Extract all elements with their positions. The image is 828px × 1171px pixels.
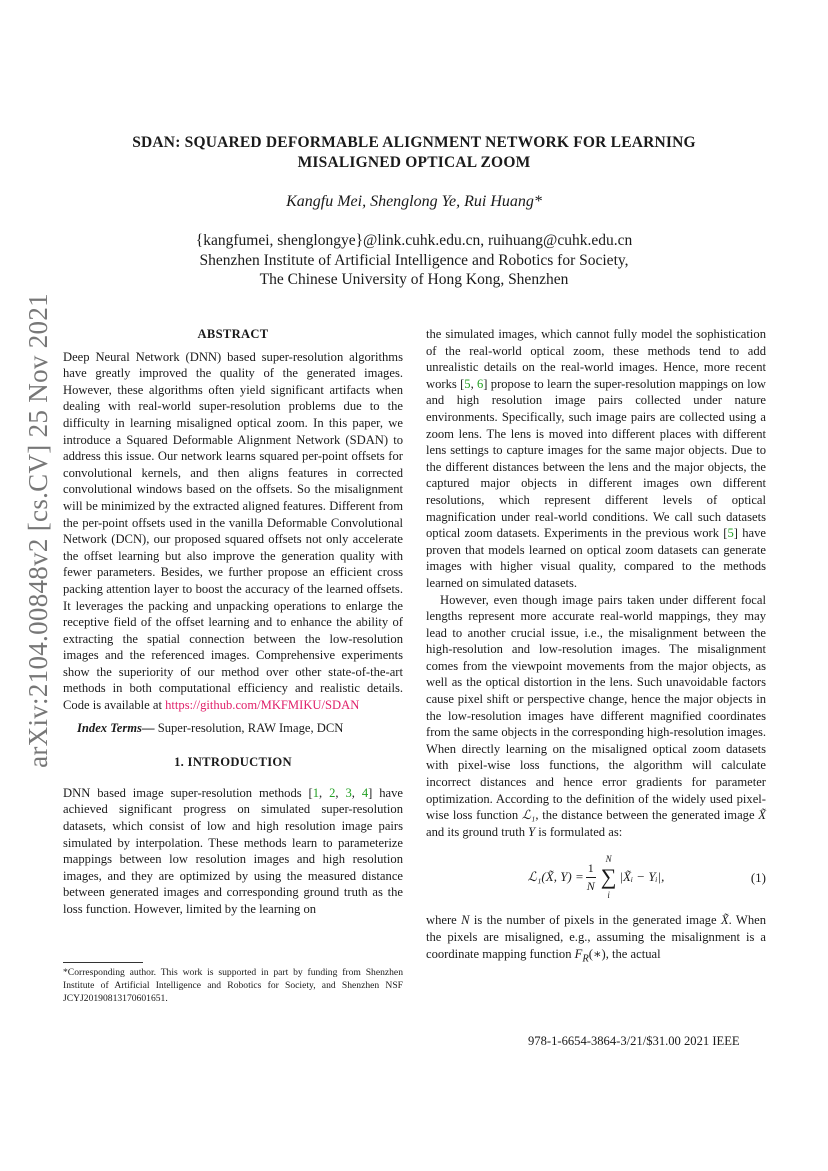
code-link[interactable]: https://github.com/MKFMIKU/SDAN — [165, 698, 360, 713]
p2-text-c: and its ground truth — [426, 824, 529, 839]
citation-link[interactable]: 1 — [312, 785, 320, 800]
p2-text-a: However, even though image pairs taken under different focal lengths represent more accurate real-world mappings, they may lead to another crucial issue, i.e., the misalignment between the high-resolution and low-resolution images. The misalignment comes from the viewpoint movements from the major objects, as well as the optical distortion in the lens. Such unavoidable factors cause pixel shift or perspective change, hence the major objects in the low-resolution images have different magnified coordinates from the same objects in the corresponding high-resolution images. When directly learning on the misaligned optical zoom datasets with pixel-wise loss functions, the algorithm will calculate incorrect distances and hence error gradients for parameter optimization. According to the definition of the widely used pixel-wise loss function — [426, 592, 766, 823]
right-text-c: ] have proven that models learned on optical zoom datasets can generate images with higher visual quality, compared to the methods learned on simulated datasets. — [426, 526, 766, 590]
affiliation-block — [100, 231, 728, 290]
p2-text-d: is formulated as: — [535, 824, 623, 839]
citation-link[interactable]: 5 — [727, 526, 734, 541]
p3-text-c: . When the pixels are misaligned, e.g., assuming the misalignment is a coordinate mapping function — [426, 913, 766, 961]
math-symbol: ℒ₁ — [521, 808, 536, 823]
sum-upper-limit: N — [605, 853, 612, 864]
math-symbol: Y — [528, 824, 536, 839]
summation — [601, 851, 617, 904]
p3-text-a: where — [426, 913, 462, 928]
citation-link[interactable]: 2 — [329, 785, 336, 800]
paper-title — [100, 133, 728, 173]
fraction-denominator: N — [586, 878, 595, 893]
equation-number: (1) — [750, 870, 766, 886]
intro-heading: 1. INTRODUCTION — [174, 755, 292, 770]
sum-symbol: ∑ — [600, 864, 617, 890]
arxiv-stamp — [16, 180, 60, 880]
math-symbol: F — [574, 946, 583, 961]
intro-text-b: ] have achieved significant progress on simulated super-resolution datasets, which consist of low and high resolution image pairs simulated by interpolation. These methods learn to parameterize mappings between low resolution images and high resolution images, and they are optimized by using the measured distance between generated images and corresponding ground truth as the loss function. However, limited by the learning on — [63, 785, 404, 916]
math-symbol: N — [461, 913, 470, 928]
institute-name: Shenzhen Institute of Artificial Intelligence and Robotics for Society, — [199, 251, 629, 269]
abstract-body: Deep Neural Network (DNN) based super-resolution algorithms have greatly improved the quality of the generated images. However, these algorithms often yield significant artifacts when dealing with real-world super-resolution problems due to the difficulty in learning misaligned optical zoom. In this paper, we introduce a Squared Deformable Alignment Network (SDAN) to address this issue. Our network learns squared per-point offsets for convolutional kernels, and then aligns features in corrected convolutional windows based on the offsets. So the misalignment will be minimized by the extracted aligned features. Different from the per-point offsets used in the vanilla Deformable Convolutional Network (DCN), our proposed squared offsets not only accelerate the offset learning but also improve the generation quality with fewer parameters. Besides, we further propose an efficient cross packing attention layer to boost the accuracy of the learned offsets. It leverages the packing and unpacking operations to enlarge the receptive field of the offset learning and to enhance the ability of extracting the spatial connection between the low-resolution images and the referenced images. Comprehensive experiments show the superiority of our method over other state-of-the-art methods in both computational efficiency and realistic details. Code is available at — [63, 349, 403, 713]
p3-text-d: , the actual — [605, 946, 661, 961]
fraction-numerator: 1 — [586, 860, 596, 878]
math-argument: (∗) — [588, 946, 606, 961]
fraction — [586, 860, 596, 894]
citation-link[interactable]: 6 — [477, 376, 484, 391]
right-paragraph-2 — [426, 592, 766, 841]
university-name: The Chinese University of Hong Kong, Shenzhen — [259, 271, 569, 288]
citation-link[interactable]: 5 — [464, 376, 471, 391]
right-column — [426, 326, 766, 968]
author-emails: {kangfumei, shenglongye}@link.cuhk.edu.cn, ruihuang@cuhk.edu.cn — [195, 232, 633, 249]
author-list: Kangfu Mei, Shenglong Ye, Rui Huang* — [286, 193, 542, 210]
right-text-a: the simulated images, which cannot fully model the sophistication of the real-world optical zoom, these methods tend to add unrealistic details on the real-world images. Hence, more recent works [ — [426, 327, 766, 391]
title-line-1: SDAN: SQUARED DEFORMABLE ALIGNMENT NETWORK FOR LEARNING — [132, 134, 696, 151]
arxiv-identifier: arXiv:2104.00848v2 [cs.CV] 25 Nov 2021 — [22, 292, 53, 768]
equation-rhs: |X̃ᵢ − Yᵢ|, — [619, 869, 665, 885]
abstract-heading: ABSTRACT — [197, 327, 269, 341]
copyright-notice: 978-1-6654-3864-3/21/$31.00 2021 IEEE — [528, 1034, 740, 1048]
equation-lhs: ℒ₁(X̃, Y) = — [527, 869, 584, 885]
citation-link[interactable]: 4 — [361, 785, 369, 800]
left-column — [63, 326, 403, 918]
citation-link[interactable]: 3 — [345, 785, 352, 800]
intro-text-a: DNN based image super-resolution methods [ — [63, 785, 313, 800]
intro-paragraph: DNN based image super-resolution methods [1, 2, 3, 4] have achieved significant progress on simulated super-resolution datasets, which consist of low and high resolution image pairs simulated by interpolation. These methods learn to parameterize mappings between low resolution images and high resolution images, and they are optimized by using the measured distance between generated images and corresponding ground truth as the loss function. However, limited by the learning on — [63, 785, 404, 916]
index-terms — [63, 720, 403, 737]
math-symbol: X̃ — [758, 808, 766, 823]
footnote-divider — [63, 962, 143, 963]
p3-text-b: is the number of pixels in the generated image — [469, 913, 721, 928]
right-text-b: ] propose to learn the super-resolution mappings on low and high resolution image pairs collected under nature environments. Specifically, such image pairs are collected using a zoom lens. The lens is moved into different places with different lens settings to capture images for the same major objects. Due to the different distances between the lens and the major objects, the captured major objects in different images own different resolutions, which represent different levels of optical magnification under real-world conditions. We call such datasets optical zoom datasets. Experiments in the previous work [ — [426, 376, 766, 541]
right-paragraph-3 — [426, 912, 766, 967]
footnote: *Corresponding author. This work is supported in part by funding from Shenzhen Institute of Artificial Intelligence and Robotics for Society, and Shenzhen NSF JCYJ20190813170601651. — [63, 967, 403, 1004]
sum-lower-limit: i — [607, 890, 610, 901]
abstract-text — [63, 349, 403, 714]
math-symbol: X̃ — [720, 913, 729, 928]
right-paragraph-1: the simulated images, which cannot fully model the sophistication of the real-world optical zoom, these methods tend to add unrealistic details on the real-world images. Hence, more recent works [5, 6] propose to learn the super-resolution mappings on low and high resolution image pairs collected under nature environments. Specifically, such image pairs are collected using a zoom lens. The lens is moved into different places with different lens settings to capture images for the same major objects. Due to the different distances between the lens and the major objects, the captured major objects in different images own different resolutions, which represent different levels of optical magnification under real-world conditions. We call such datasets optical zoom datasets. Experiments in the previous work [5] have proven that models learned on optical zoom datasets can generate images with higher visual quality, compared to the methods learned on simulated datasets. — [426, 327, 766, 590]
math-subscript: R — [582, 953, 589, 965]
p2-text-b: , the distance between the generated image — [535, 808, 759, 823]
equation-1 — [426, 854, 766, 900]
index-terms-label: Index Terms— — [77, 720, 155, 735]
title-line-2: MISALIGNED OPTICAL ZOOM — [297, 154, 531, 171]
index-terms-text: Super-resolution, RAW Image, DCN — [154, 720, 344, 735]
